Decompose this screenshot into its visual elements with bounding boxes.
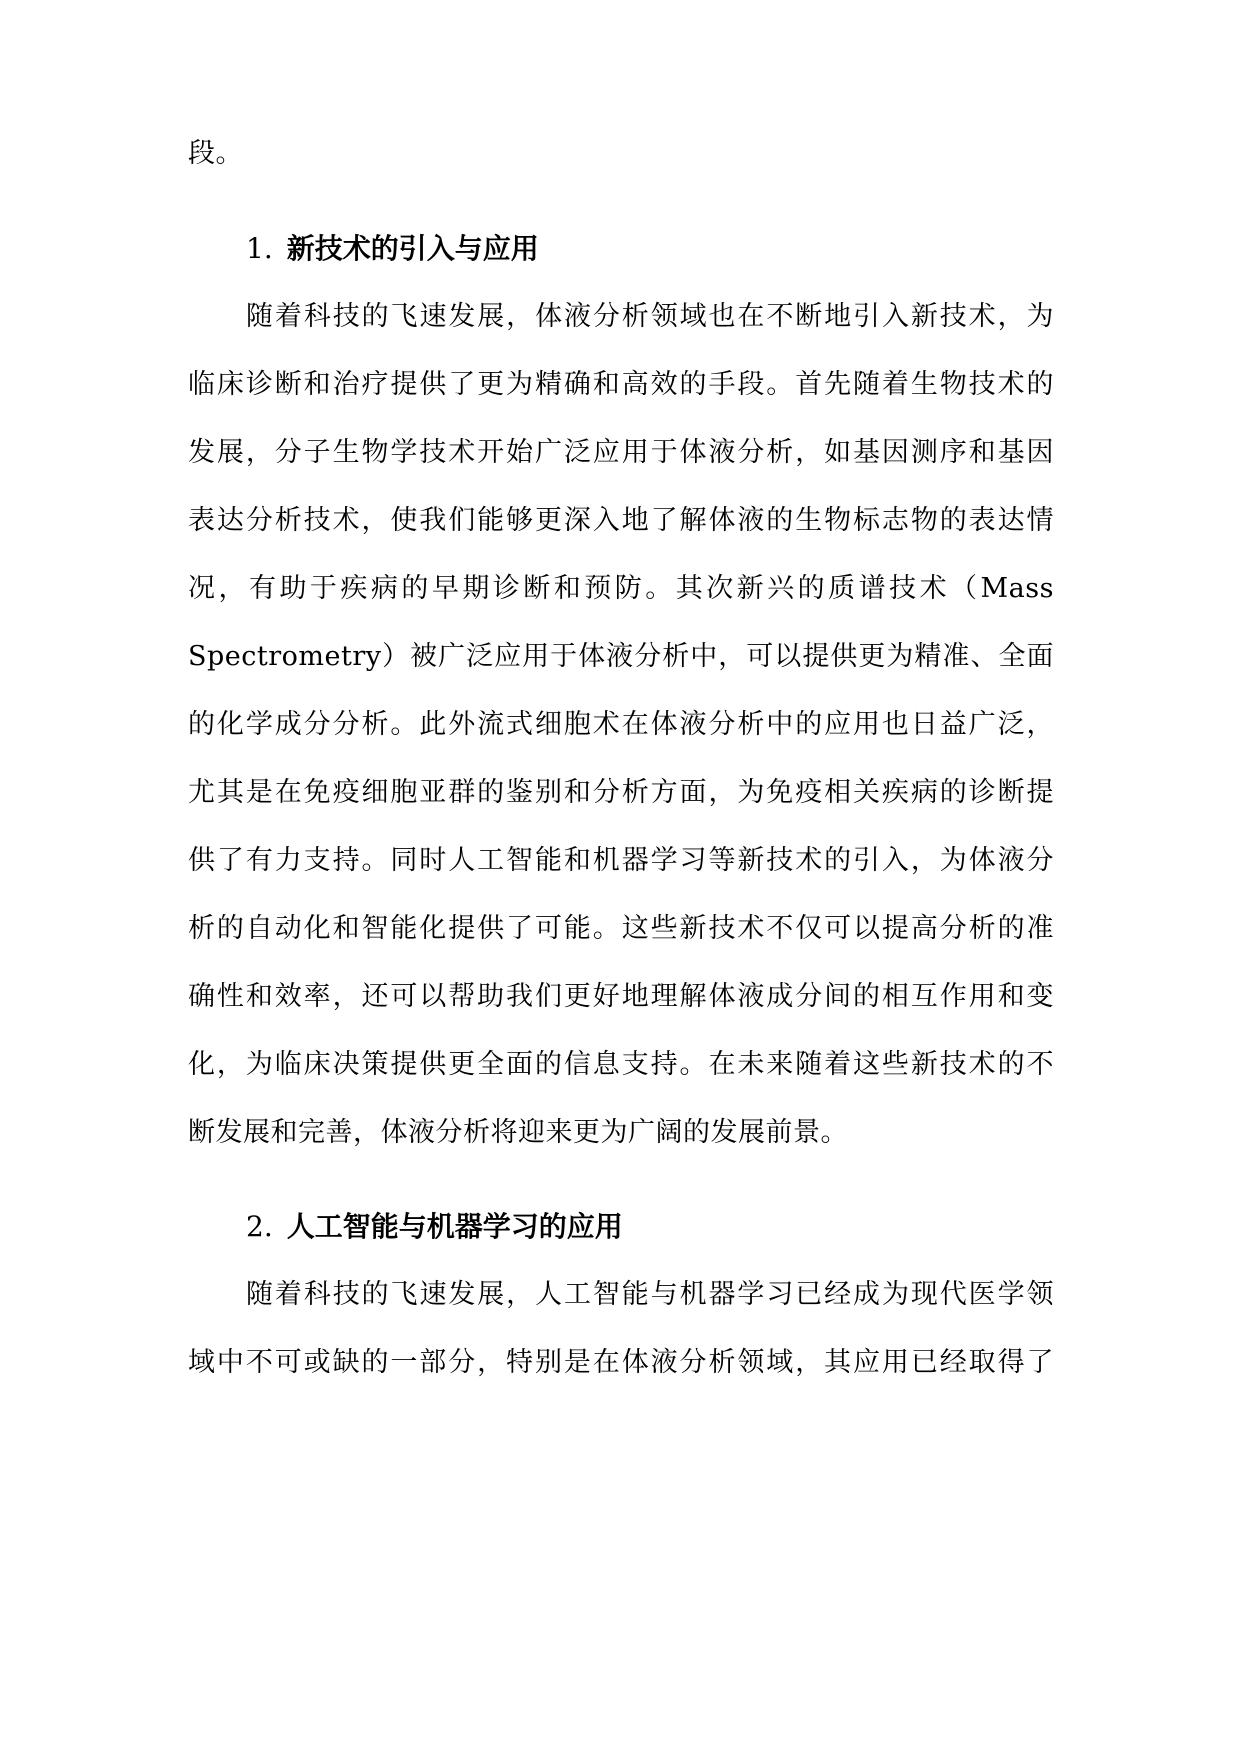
section-1-heading bbox=[246, 229, 539, 269]
section-1-line: 况，有助于疾病的早期诊断和预防。其次新兴的质谱技术（Mass bbox=[188, 573, 1054, 604]
section-2-number: 2. bbox=[246, 1210, 273, 1243]
section-1-title: 新技术的引入与应用 bbox=[286, 232, 539, 265]
section-1-line: 临床诊断和治疗提供了更为精确和高效的手段。首先随着生物技术的 bbox=[188, 369, 1054, 400]
section-2-line: 域中不可或缺的一部分，特别是在体液分析领域，其应用已经取得了 bbox=[188, 1347, 1054, 1378]
section-2-line: 随着科技的飞速发展，人工智能与机器学习已经成为现代医学领 bbox=[246, 1279, 1054, 1310]
section-1-line: 随着科技的飞速发展，体液分析领域也在不断地引入新技术，为 bbox=[246, 301, 1054, 332]
section-1-line: 发展，分子生物学技术开始广泛应用于体液分析，如基因测序和基因 bbox=[188, 437, 1054, 468]
section-1-line: 化，为临床决策提供更全面的信息支持。在未来随着这些新技术的不 bbox=[188, 1049, 1054, 1080]
section-1-line: 供了有力支持。同时人工智能和机器学习等新技术的引入，为体液分 bbox=[188, 845, 1054, 876]
section-1-line: Spectrometry）被广泛应用于体液分析中，可以提供更为精准、全面 bbox=[188, 641, 1054, 672]
section-1-line: 表达分析技术，使我们能够更深入地了解体液的生物标志物的表达情 bbox=[188, 505, 1054, 536]
section-1-line: 确性和效率，还可以帮助我们更好地理解体液成分间的相互作用和变 bbox=[188, 981, 1054, 1012]
section-1-line: 断发展和完善，体液分析将迎来更为广阔的发展前景。 bbox=[188, 1117, 848, 1148]
section-1-line: 析的自动化和智能化提供了可能。这些新技术不仅可以提高分析的准 bbox=[188, 913, 1054, 944]
section-2-heading bbox=[246, 1207, 623, 1247]
section-1-number: 1. bbox=[246, 232, 273, 265]
section-1-line: 的化学成分分析。此外流式细胞术在体液分析中的应用也日益广泛， bbox=[188, 709, 1054, 740]
continuation-line: 段。 bbox=[188, 138, 243, 169]
section-1-line: 尤其是在免疫细胞亚群的鉴别和分析方面，为免疫相关疾病的诊断提 bbox=[188, 777, 1054, 808]
section-2-title: 人工智能与机器学习的应用 bbox=[286, 1210, 623, 1243]
